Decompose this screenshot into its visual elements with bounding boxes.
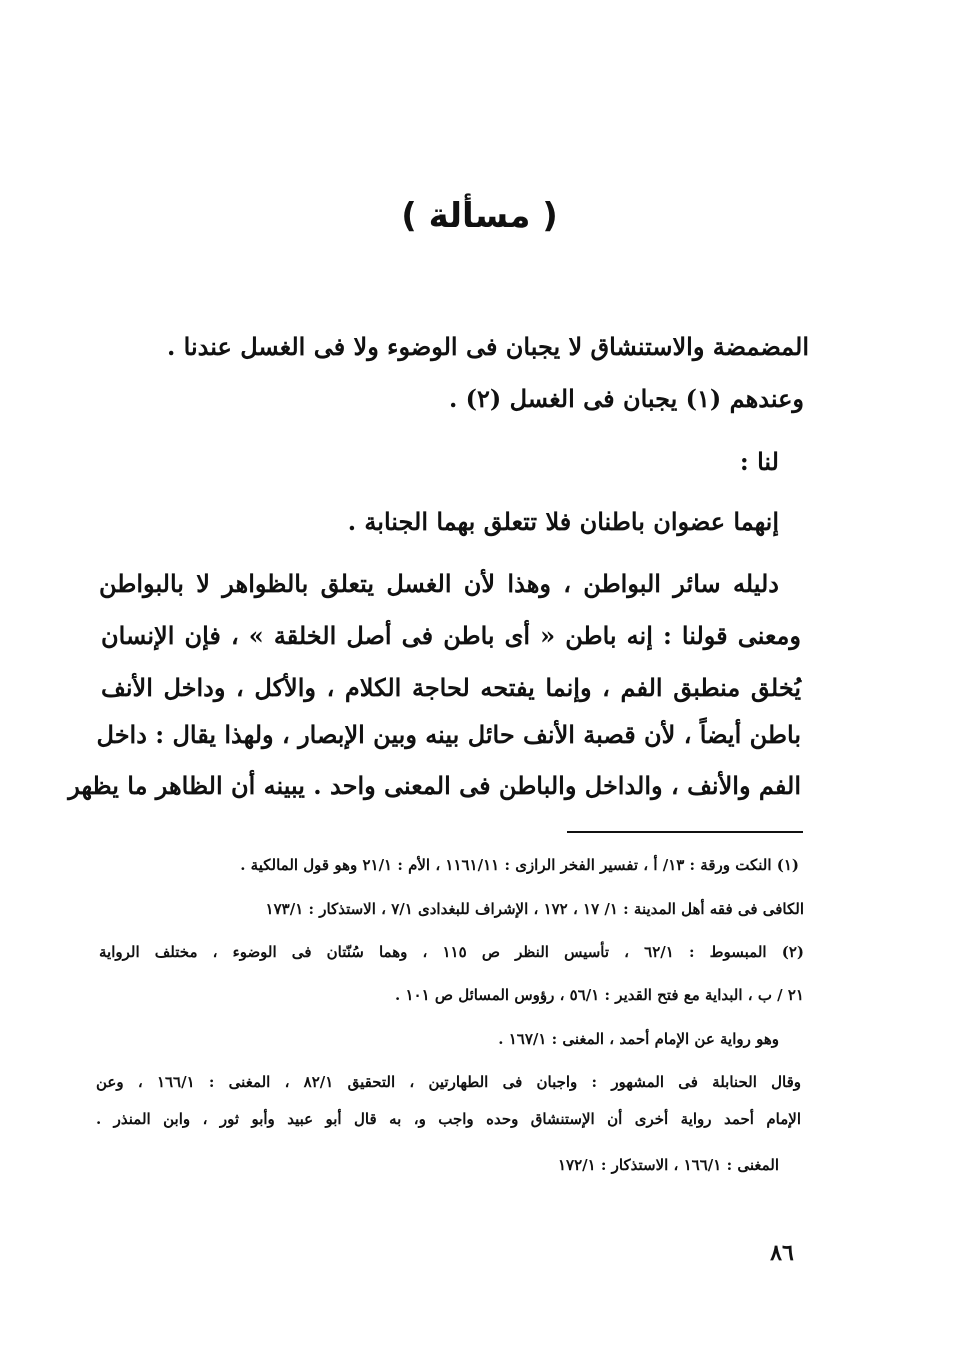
body-line-3: لنا : — [739, 447, 779, 476]
footnote-line-2: الكافى فى فقه أهل المدينة : ١/ ١٧ ، ١٧٢ ، الإشراف للبغدادى ٧/١ ، الاستذكار : ١٧٣/١ — [265, 900, 804, 918]
body-line-2: وعندهم (١) يجبان فى الغسل (٢) . — [448, 384, 804, 413]
footnote-line-6: وقال الحنابلة فى المشهور : واجبان فى الطهارتين ، التحقيق ٨٢/١ ، المغنى : ١٦٦/١ ، وعن — [96, 1073, 801, 1091]
body-line-7: يُخلق منطبق الفم ، وإنما يفتحه لحاجة الكلام ، والأكل ، وداخل الأنف — [101, 673, 801, 702]
body-line-9: الفم والأنف ، والداخل والباطن فى المعنى واحد . يبينه أن الظاهر ما يظهر — [68, 771, 801, 800]
section-heading: ( مسألة ) — [401, 196, 558, 236]
footnote-line-1: (١) النكت ورقة : ١٣/ أ ، تفسير الفخر الرازى : ١١٦١/١١ ، الأم : ٢١/١ وهو قول المالكية . — [240, 856, 799, 874]
body-line-6: ومعنى قولنا : إنه باطن « أى باطن فى أصل الخلقة » ، فإن الإنسان — [101, 621, 801, 650]
footnote-line-3: (٢) المبسوط : ٦٢/١ ، تأسيس النظر ص ١١٥ ، وهما سُنّتان فى الوضوء ، مختلف الرواية — [99, 943, 804, 961]
footnote-line-8: المغنى : ١٦٦/١ ، الاستذكار : ١٧٢/١ — [557, 1156, 779, 1174]
body-line-5: دليله سائر البواطن ، وهذا لأن الغسل يتعلق بالظواهر لا بالبواطن — [99, 569, 779, 598]
footnote-line-7: الإمام أحمد رواية أخرى أن الإستنشاق وحده واجب و، به قال أبو عبيد وأبو ثور ، وابن المنذر . — [96, 1110, 801, 1128]
footnote-separator — [567, 831, 803, 833]
footnote-line-5: وهو رواية عن الإمام أحمد ، المغنى : ١٦٧/١ . — [498, 1030, 779, 1048]
body-line-4: إنهما عضوان باطنان فلا تتعلق بهما الجنابة . — [347, 507, 779, 536]
body-line-1: المضمضة والاستنشاق لا يجبان فى الوضوء ولا فى الغسل عندنا . — [166, 332, 809, 361]
footnote-line-4: ٢١ / ب ، البداية مع فتح القدير : ٥٦/١ ، رؤوس المسائل ص ١٠١ . — [395, 986, 804, 1004]
body-line-8: باطن أيضاً ، لأن قصبة الأنف حائل بينه وبين الإبصار ، ولهذا يقال : داخل — [96, 720, 801, 749]
page-number: ٨٦ — [770, 1240, 794, 1266]
